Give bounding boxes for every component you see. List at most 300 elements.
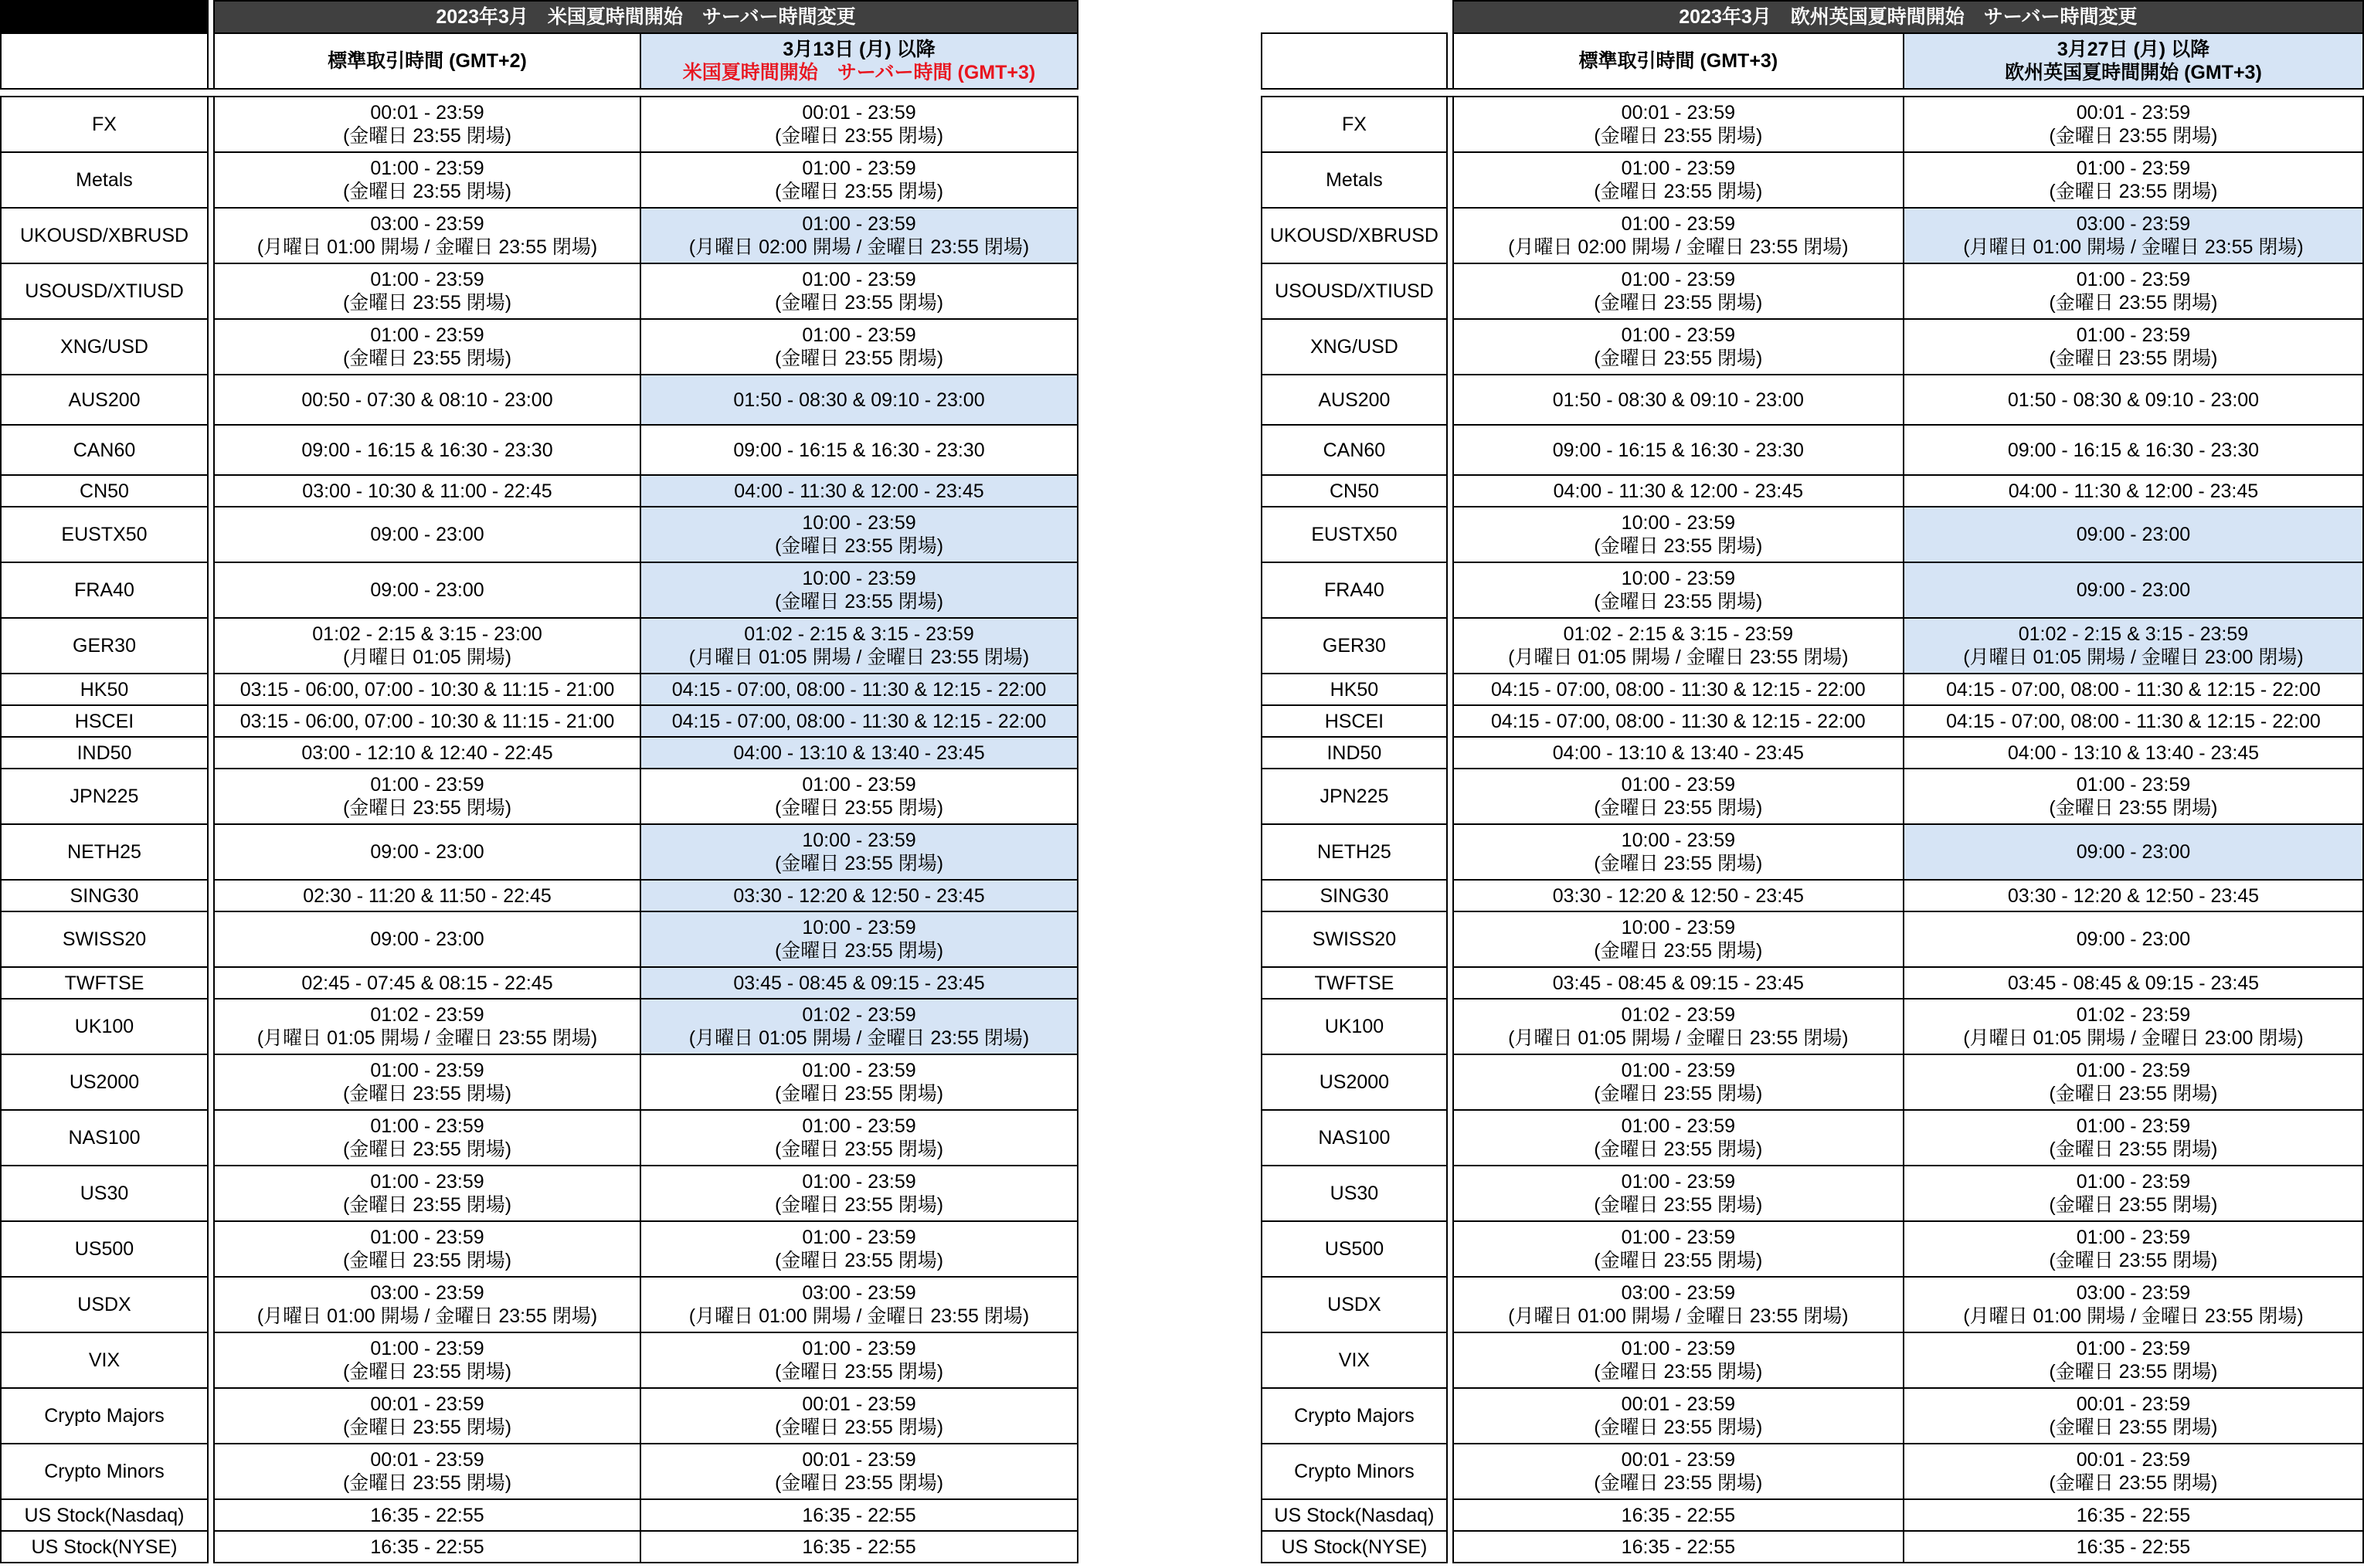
instrument-name: VIX xyxy=(1,1332,208,1388)
instrument-name: UKOUSD/XBRUSD xyxy=(1,208,208,263)
hours-text: 00:50 - 07:30 & 08:10 - 23:00 xyxy=(301,389,553,411)
table-row xyxy=(1262,967,2363,999)
hours-text: 03:00 - 23:59 xyxy=(370,1282,484,1304)
new-hours-cell xyxy=(1904,375,2363,425)
hours-note: (月曜日 01:05 開場 / 金曜日 23:55 閉場) xyxy=(1508,1027,1849,1049)
new-hours-cell xyxy=(640,911,1078,967)
table-row xyxy=(1262,705,2363,737)
hours-note: (月曜日 01:00 開場 / 金曜日 23:55 閉場) xyxy=(688,1305,1030,1327)
instrument-name: Crypto Minors xyxy=(1262,1444,1447,1499)
hours-note: (金曜日 23:55 閉場) xyxy=(774,591,944,613)
hours-text: 01:00 - 23:59 xyxy=(370,1338,484,1359)
standard-hours-cell xyxy=(214,1054,640,1110)
hours-text: 10:00 - 23:59 xyxy=(1621,512,1736,534)
standard-hours-cell xyxy=(1453,425,1904,475)
instrument-name: US500 xyxy=(1,1221,208,1277)
hours-text: 01:00 - 23:59 xyxy=(802,774,916,796)
hours-text: 00:01 - 23:59 xyxy=(370,1449,484,1471)
hours-note: (月曜日 01:05 開場 / 金曜日 23:00 閉場) xyxy=(1963,1027,2304,1049)
standard-hours-cell xyxy=(1453,705,1904,737)
new-hours-cell xyxy=(1904,674,2363,705)
hours-text: 01:02 - 2:15 & 3:15 - 23:59 xyxy=(1563,623,1794,645)
standard-hours-cell xyxy=(1453,562,1904,618)
hours-note: (金曜日 23:55 閉場) xyxy=(2049,1361,2218,1383)
hours-text: 03:00 - 12:10 & 12:40 - 22:45 xyxy=(301,742,553,764)
table-row xyxy=(1,1531,1078,1563)
standard-hours-cell xyxy=(214,319,640,375)
table-row xyxy=(1,705,1078,737)
standard-hours-cell xyxy=(1453,1332,1904,1388)
standard-hours-cell xyxy=(1453,618,1904,674)
hours-text: 01:02 - 23:59 xyxy=(370,1004,484,1026)
instrument-name: TWFTSE xyxy=(1,967,208,999)
hours-text: 03:00 - 10:30 & 11:00 - 22:45 xyxy=(302,480,552,502)
standard-hours-cell xyxy=(214,999,640,1054)
hours-note: (金曜日 23:55 閉場) xyxy=(1594,853,1763,874)
table-row xyxy=(1262,1388,2363,1444)
table-row xyxy=(1,999,1078,1054)
standard-hours-cell xyxy=(1453,507,1904,562)
instrument-name: GER30 xyxy=(1,618,208,674)
hours-note: (金曜日 23:55 閉場) xyxy=(342,125,512,147)
standard-hours-cell xyxy=(1453,824,1904,880)
instrument-name: US Stock(NYSE) xyxy=(1262,1531,1447,1563)
standard-hours-cell xyxy=(1453,97,1904,152)
new-hours-cell xyxy=(640,1277,1078,1332)
hours-note: (金曜日 23:55 閉場) xyxy=(342,1250,512,1271)
instrument-name: US30 xyxy=(1262,1166,1447,1221)
new-hours-cell xyxy=(1904,769,2363,824)
new-hours-header xyxy=(640,33,1078,89)
standard-hours-cell xyxy=(214,618,640,674)
hours-text: 03:30 - 12:20 & 12:50 - 23:45 xyxy=(1552,884,1804,907)
hours-note: (金曜日 23:55 閉場) xyxy=(1594,535,1763,557)
hours-text: 10:00 - 23:59 xyxy=(802,830,916,851)
hours-text: 02:45 - 07:45 & 08:15 - 22:45 xyxy=(301,972,553,994)
hours-note: (金曜日 23:55 閉場) xyxy=(2049,1250,2218,1271)
standard-hours-cell xyxy=(1453,737,1904,769)
table-row xyxy=(1,1166,1078,1221)
hours-text: 04:00 - 13:10 & 13:40 - 23:45 xyxy=(2007,742,2260,764)
hours-note: (金曜日 23:55 閉場) xyxy=(774,797,944,819)
standard-hours-header: 標準取引時間 (GMT+2) xyxy=(214,33,640,89)
new-hours-cell xyxy=(640,967,1078,999)
hours-text: 04:15 - 07:00, 08:00 - 11:30 & 12:15 - 22:00 xyxy=(1946,710,2321,732)
hours-text: 00:01 - 23:59 xyxy=(2076,102,2191,124)
hours-text: 01:00 - 23:59 xyxy=(802,158,916,179)
hours-text: 01:00 - 23:59 xyxy=(370,158,484,179)
hours-note: (金曜日 23:55 閉場) xyxy=(1594,797,1763,819)
new-hours-cell xyxy=(1904,911,2363,967)
new-hours-cell xyxy=(1904,737,2363,769)
instrument-name: Metals xyxy=(1,152,208,208)
hours-text: 01:02 - 2:15 & 3:15 - 23:00 xyxy=(312,623,542,645)
table-row xyxy=(1,507,1078,562)
hours-note: (金曜日 23:55 閉場) xyxy=(774,535,944,557)
new-hours-cell xyxy=(640,507,1078,562)
hours-note: (金曜日 23:55 閉場) xyxy=(342,1361,512,1383)
standard-hours-cell xyxy=(1453,208,1904,263)
instrument-name: IND50 xyxy=(1,737,208,769)
instrument-name: EUSTX50 xyxy=(1,507,208,562)
hours-text: 03:00 - 23:59 xyxy=(370,213,484,235)
hours-text: 01:00 - 23:59 xyxy=(370,269,484,290)
table-row xyxy=(1262,674,2363,705)
standard-hours-cell xyxy=(214,880,640,911)
hours-text: 04:00 - 11:30 & 12:00 - 23:45 xyxy=(734,480,984,502)
instrument-name: US2000 xyxy=(1262,1054,1447,1110)
instrument-name: USDX xyxy=(1262,1277,1447,1332)
instrument-name: USOUSD/XTIUSD xyxy=(1262,263,1447,319)
hours-note: (金曜日 23:55 閉場) xyxy=(342,1083,512,1105)
table-row xyxy=(1,263,1078,319)
instrument-name: XNG/USD xyxy=(1,319,208,375)
hours-text: 10:00 - 23:59 xyxy=(802,917,916,938)
hours-text: 03:00 - 23:59 xyxy=(2076,1282,2191,1304)
hours-text: 01:00 - 23:59 xyxy=(2076,1115,2191,1137)
table-row xyxy=(1,97,1078,152)
instrument-name: TWFTSE xyxy=(1262,967,1447,999)
new-hours-cell xyxy=(640,1332,1078,1388)
new-hours-cell xyxy=(640,263,1078,319)
hours-text: 09:00 - 16:15 & 16:30 - 23:30 xyxy=(301,439,553,461)
table-row xyxy=(1262,1444,2363,1499)
hours-note: (金曜日 23:55 閉場) xyxy=(2049,125,2218,147)
table-row xyxy=(1,737,1078,769)
instrument-name: CAN60 xyxy=(1262,425,1447,475)
hours-note: (金曜日 23:55 閉場) xyxy=(2049,292,2218,314)
standard-hours-cell xyxy=(214,475,640,507)
new-hours-cell xyxy=(640,1221,1078,1277)
new-hours-cell xyxy=(1904,1110,2363,1166)
hours-text: 04:15 - 07:00, 08:00 - 11:30 & 12:15 - 22:00 xyxy=(671,710,1047,732)
hours-text: 00:01 - 23:59 xyxy=(2076,1393,2191,1415)
hours-text: 01:00 - 23:59 xyxy=(2076,1171,2191,1193)
new-hours-cell xyxy=(640,674,1078,705)
hours-note: (金曜日 23:55 閉場) xyxy=(2049,1417,2218,1438)
instrument-name: US500 xyxy=(1262,1221,1447,1277)
new-hours-header-date: 3月13日 (月) 以降 xyxy=(783,39,936,60)
hours-text: 01:00 - 23:59 xyxy=(2076,1060,2191,1081)
hours-text: 01:00 - 23:59 xyxy=(370,324,484,346)
hours-note: (金曜日 23:55 閉場) xyxy=(342,797,512,819)
hours-text: 00:01 - 23:59 xyxy=(370,102,484,124)
table-row xyxy=(1,319,1078,375)
standard-hours-cell xyxy=(1453,911,1904,967)
hours-text: 01:00 - 23:59 xyxy=(802,1171,916,1193)
hours-note: (金曜日 23:55 閉場) xyxy=(774,1139,944,1160)
new-hours-cell xyxy=(1904,507,2363,562)
hours-text: 09:00 - 23:00 xyxy=(2076,579,2191,601)
instrument-name: US2000 xyxy=(1,1054,208,1110)
instrument-name: Crypto Majors xyxy=(1,1388,208,1444)
hours-note: (金曜日 23:55 閉場) xyxy=(342,1472,512,1494)
instrument-name: UK100 xyxy=(1262,999,1447,1054)
new-hours-cell xyxy=(1904,208,2363,263)
hours-text: 01:00 - 23:59 xyxy=(370,1171,484,1193)
standard-hours-cell xyxy=(214,674,640,705)
table-row xyxy=(1262,507,2363,562)
hours-text: 04:00 - 11:30 & 12:00 - 23:45 xyxy=(1553,480,1804,502)
new-hours-header-note: 欧州英国夏時間開始 (GMT+3) xyxy=(2005,62,2262,83)
new-hours-cell xyxy=(1904,562,2363,618)
hours-text: 09:00 - 16:15 & 16:30 - 23:30 xyxy=(2007,439,2260,461)
instrument-name: GER30 xyxy=(1262,618,1447,674)
new-hours-cell xyxy=(640,1444,1078,1499)
table-row xyxy=(1262,1277,2363,1332)
instrument-name: US Stock(Nasdaq) xyxy=(1262,1499,1447,1531)
hours-note: (金曜日 23:55 閉場) xyxy=(342,1194,512,1216)
instrument-name: CAN60 xyxy=(1,425,208,475)
hours-text: 01:00 - 23:59 xyxy=(802,269,916,290)
hours-text: 01:02 - 2:15 & 3:15 - 23:59 xyxy=(2018,623,2249,645)
instrument-name: SWISS20 xyxy=(1262,911,1447,967)
hours-text: 01:02 - 2:15 & 3:15 - 23:59 xyxy=(744,623,974,645)
table-row xyxy=(1262,737,2363,769)
new-hours-header xyxy=(1904,33,2363,89)
table-row xyxy=(1,618,1078,674)
instrument-name: VIX xyxy=(1262,1332,1447,1388)
standard-hours-cell xyxy=(214,507,640,562)
hours-text: 01:50 - 08:30 & 09:10 - 23:00 xyxy=(1552,389,1804,411)
hours-text: 01:00 - 23:59 xyxy=(370,1227,484,1248)
hours-note: (月曜日 01:00 開場 / 金曜日 23:55 閉場) xyxy=(1508,1305,1849,1327)
standard-hours-cell xyxy=(1453,1531,1904,1563)
hours-note: (金曜日 23:55 閉場) xyxy=(774,1250,944,1271)
table-row xyxy=(1,824,1078,880)
new-hours-cell xyxy=(1904,1277,2363,1332)
new-hours-cell xyxy=(1904,1221,2363,1277)
hours-text: 03:45 - 08:45 & 09:15 - 23:45 xyxy=(2007,972,2260,994)
instrument-name: FRA40 xyxy=(1262,562,1447,618)
hours-text: 09:00 - 23:00 xyxy=(2076,928,2191,950)
new-hours-cell xyxy=(1904,263,2363,319)
table-title: 2023年3月 米国夏時間開始 サーバー時間変更 xyxy=(214,1,1078,33)
instrument-name: FX xyxy=(1,97,208,152)
hours-text: 01:00 - 23:59 xyxy=(802,1115,916,1137)
standard-hours-cell xyxy=(214,1332,640,1388)
new-hours-cell xyxy=(640,769,1078,824)
hours-text: 04:15 - 07:00, 08:00 - 11:30 & 12:15 - 22:00 xyxy=(1491,678,1866,701)
hours-text: 01:50 - 08:30 & 09:10 - 23:00 xyxy=(2007,389,2260,411)
hours-note: (金曜日 23:55 閉場) xyxy=(774,1417,944,1438)
instrument-name: NETH25 xyxy=(1,824,208,880)
standard-hours-cell xyxy=(1453,475,1904,507)
table-row xyxy=(1262,1531,2363,1563)
instrument-name: UKOUSD/XBRUSD xyxy=(1262,208,1447,263)
hours-note: (月曜日 01:05 開場 / 金曜日 23:00 閉場) xyxy=(1963,647,2304,668)
hours-text: 01:02 - 23:59 xyxy=(1621,1004,1736,1026)
table-row xyxy=(1,880,1078,911)
new-hours-cell xyxy=(640,375,1078,425)
table-row xyxy=(1262,1499,2363,1531)
hours-text: 01:00 - 23:59 xyxy=(1621,1227,1736,1248)
standard-hours-cell xyxy=(214,425,640,475)
hours-note: (金曜日 23:55 閉場) xyxy=(774,292,944,314)
hours-text: 09:00 - 23:00 xyxy=(2076,841,2191,863)
table-title: 2023年3月 欧州英国夏時間開始 サーバー時間変更 xyxy=(1453,1,2363,33)
hours-text: 10:00 - 23:59 xyxy=(1621,568,1736,589)
instrument-name: CN50 xyxy=(1,475,208,507)
standard-hours-cell xyxy=(1453,880,1904,911)
new-hours-cell xyxy=(1904,1499,2363,1531)
table-row xyxy=(1262,263,2363,319)
hours-note: (金曜日 23:55 閉場) xyxy=(2049,1139,2218,1160)
standard-hours-cell xyxy=(1453,1221,1904,1277)
table-row xyxy=(1262,1166,2363,1221)
hours-note: (金曜日 23:55 閉場) xyxy=(774,348,944,369)
standard-hours-cell xyxy=(214,1277,640,1332)
hours-note: (月曜日 01:05 開場 / 金曜日 23:55 閉場) xyxy=(1508,647,1849,668)
hours-note: (金曜日 23:55 閉場) xyxy=(774,1083,944,1105)
hours-note: (金曜日 23:55 閉場) xyxy=(1594,1139,1763,1160)
hours-note: (金曜日 23:55 閉場) xyxy=(1594,1083,1763,1105)
new-hours-cell xyxy=(1904,152,2363,208)
instrument-name: FX xyxy=(1262,97,1447,152)
hours-text: 01:00 - 23:59 xyxy=(2076,1338,2191,1359)
standard-hours-cell xyxy=(214,1166,640,1221)
new-hours-cell xyxy=(1904,1054,2363,1110)
hours-note: (月曜日 01:00 開場 / 金曜日 23:55 閉場) xyxy=(256,1305,598,1327)
table-row xyxy=(1262,824,2363,880)
new-hours-cell xyxy=(1904,880,2363,911)
table-row xyxy=(1,911,1078,967)
hours-note: (金曜日 23:55 閉場) xyxy=(1594,292,1763,314)
new-hours-cell xyxy=(1904,1444,2363,1499)
standard-hours-cell xyxy=(1453,152,1904,208)
hours-note: (金曜日 23:55 閉場) xyxy=(1594,1361,1763,1383)
table-row xyxy=(1262,562,2363,618)
hours-text: 09:00 - 16:15 & 16:30 - 23:30 xyxy=(1552,439,1804,461)
instrument-name: AUS200 xyxy=(1262,375,1447,425)
table-row xyxy=(1,1444,1078,1499)
us-dst-schedule-table xyxy=(0,0,1078,1563)
new-hours-cell xyxy=(640,618,1078,674)
hours-text: 03:30 - 12:20 & 12:50 - 23:45 xyxy=(2007,884,2260,907)
table-row xyxy=(1262,999,2363,1054)
table-row xyxy=(1,152,1078,208)
hours-note: (金曜日 23:55 閉場) xyxy=(774,1361,944,1383)
new-hours-cell xyxy=(640,999,1078,1054)
table-row xyxy=(1,674,1078,705)
hours-note: (金曜日 23:55 閉場) xyxy=(774,853,944,874)
hours-text: 01:00 - 23:59 xyxy=(1621,269,1736,290)
hours-text: 09:00 - 23:00 xyxy=(370,524,484,545)
hours-text: 03:00 - 23:59 xyxy=(802,1282,916,1304)
table-row xyxy=(1262,911,2363,967)
table-row xyxy=(1262,1110,2363,1166)
table-row xyxy=(1,1054,1078,1110)
hours-text: 01:00 - 23:59 xyxy=(802,324,916,346)
instrument-name: USOUSD/XTIUSD xyxy=(1,263,208,319)
standard-hours-cell xyxy=(214,375,640,425)
hours-note: (金曜日 23:55 閉場) xyxy=(774,125,944,147)
hours-text: 09:00 - 23:00 xyxy=(370,579,484,601)
hours-text: 00:01 - 23:59 xyxy=(1621,1393,1736,1415)
table-row xyxy=(1262,769,2363,824)
new-hours-cell xyxy=(640,425,1078,475)
us-dst-table-body xyxy=(1,97,1078,1563)
standard-hours-cell xyxy=(214,1499,640,1531)
instrument-name: JPN225 xyxy=(1,769,208,824)
standard-hours-cell xyxy=(214,967,640,999)
new-hours-header-date: 3月27日 (月) 以降 xyxy=(2057,39,2210,60)
hours-text: 01:00 - 23:59 xyxy=(2076,324,2191,346)
standard-hours-cell xyxy=(1453,1499,1904,1531)
instrument-name: EUSTX50 xyxy=(1262,507,1447,562)
new-hours-cell xyxy=(640,562,1078,618)
hours-text: 01:00 - 23:59 xyxy=(1621,1171,1736,1193)
hours-note: (金曜日 23:55 閉場) xyxy=(1594,1194,1763,1216)
new-hours-cell xyxy=(640,319,1078,375)
hours-note: (金曜日 23:55 閉場) xyxy=(2049,797,2218,819)
standard-hours-cell xyxy=(214,208,640,263)
new-hours-cell xyxy=(640,97,1078,152)
hours-text: 16:35 - 22:55 xyxy=(2076,1504,2191,1526)
hours-text: 03:45 - 08:45 & 09:15 - 23:45 xyxy=(1552,972,1804,994)
new-hours-cell xyxy=(1904,999,2363,1054)
eu-uk-dst-table-body xyxy=(1262,97,2363,1563)
table-row xyxy=(1,475,1078,507)
instrument-name: HSCEI xyxy=(1262,705,1447,737)
new-hours-cell xyxy=(1904,425,2363,475)
new-hours-cell xyxy=(640,1166,1078,1221)
instrument-name: SWISS20 xyxy=(1,911,208,967)
hours-text: 09:00 - 23:00 xyxy=(370,841,484,863)
hours-note: (月曜日 01:00 開場 / 金曜日 23:55 閉場) xyxy=(256,236,598,258)
hours-text: 01:00 - 23:59 xyxy=(802,1338,916,1359)
hours-note: (金曜日 23:55 閉場) xyxy=(342,1139,512,1160)
standard-hours-cell xyxy=(1453,967,1904,999)
hours-note: (金曜日 23:55 閉場) xyxy=(1594,940,1763,962)
standard-hours-cell xyxy=(1453,319,1904,375)
hours-text: 16:35 - 22:55 xyxy=(370,1504,484,1526)
new-hours-cell xyxy=(1904,1332,2363,1388)
hours-text: 00:01 - 23:59 xyxy=(802,1393,916,1415)
hours-text: 01:00 - 23:59 xyxy=(2076,158,2191,179)
hours-text: 09:00 - 23:00 xyxy=(370,928,484,950)
new-hours-cell xyxy=(640,880,1078,911)
table-row xyxy=(1262,375,2363,425)
eu-uk-dst-schedule-table xyxy=(1261,0,2364,1563)
hours-note: (月曜日 01:05 開場 / 金曜日 23:55 閉場) xyxy=(688,1027,1030,1049)
hours-text: 16:35 - 22:55 xyxy=(2076,1536,2191,1558)
hours-text: 03:00 - 23:59 xyxy=(2076,213,2191,235)
standard-hours-cell xyxy=(1453,1277,1904,1332)
standard-hours-cell xyxy=(214,1221,640,1277)
table-row xyxy=(1262,208,2363,263)
table-row xyxy=(1262,1054,2363,1110)
table-row xyxy=(1262,152,2363,208)
hours-note: (月曜日 01:05 開場 / 金曜日 23:55 閉場) xyxy=(688,647,1030,668)
hours-text: 01:00 - 23:59 xyxy=(2076,774,2191,796)
hours-text: 09:00 - 23:00 xyxy=(2076,524,2191,545)
hours-text: 01:00 - 23:59 xyxy=(1621,1338,1736,1359)
table-row xyxy=(1,425,1078,475)
corner-header-cell xyxy=(1,33,208,89)
standard-hours-cell xyxy=(1453,1444,1904,1499)
hours-note: (金曜日 23:55 閉場) xyxy=(342,292,512,314)
hours-text: 01:00 - 23:59 xyxy=(1621,158,1736,179)
instrument-name: SING30 xyxy=(1262,880,1447,911)
hours-text: 04:15 - 07:00, 08:00 - 11:30 & 12:15 - 22:00 xyxy=(1491,710,1866,732)
hours-text: 01:50 - 08:30 & 09:10 - 23:00 xyxy=(733,389,985,411)
standard-hours-cell xyxy=(1453,375,1904,425)
hours-text: 01:00 - 23:59 xyxy=(370,1115,484,1137)
hours-text: 04:15 - 07:00, 08:00 - 11:30 & 12:15 - 22:00 xyxy=(671,678,1047,701)
hours-note: (月曜日 01:00 開場 / 金曜日 23:55 閉場) xyxy=(1963,1305,2304,1327)
hours-note: (金曜日 23:55 閉場) xyxy=(1594,1472,1763,1494)
